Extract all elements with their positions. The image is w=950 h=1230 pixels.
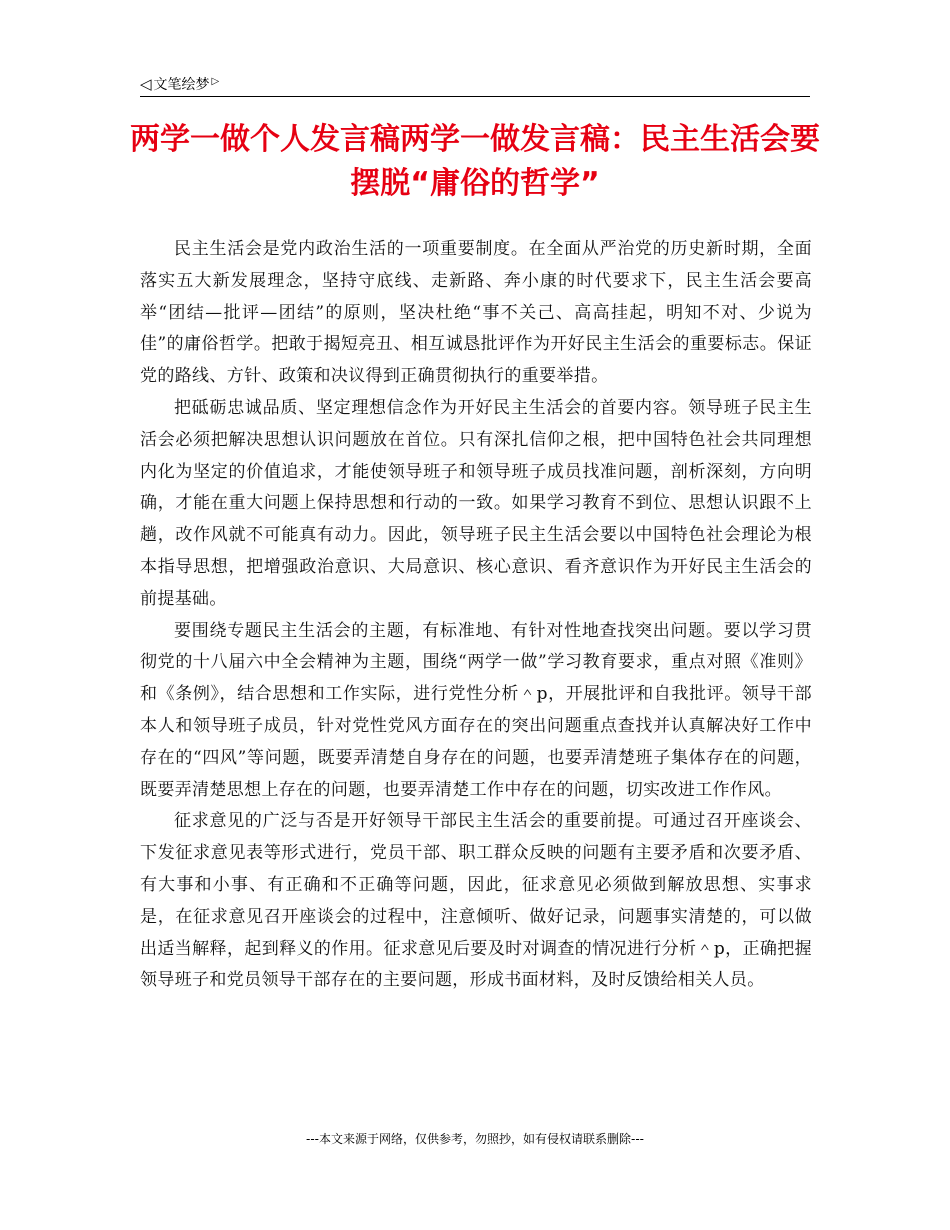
right-triangle-icon: ▷ [211, 75, 220, 87]
header-brand: 文笔绘梦 [153, 77, 210, 93]
paragraph-1: 民主生活会是党内政治生活的一项重要制度。在全面从严治党的历史新时期，全面落实五大新发展理念，坚持守底线、走新路、奔小康的时代要求下，民主生活会要高举“团结—批评—团结”的原则，坚决杜绝“事不关己、高高挂起，明知不对、少说为佳”的庸俗哲学。把敢于揭短亮丑、相互诚恳批评作为开好民主生活会的重要标志。保证党的路线、方针、政策和决议得到正确贯彻执行的重要举措。 [140, 239, 812, 387]
document-title: 两学一做个人发言稿两学一做发言稿：民主生活会要摆脱“庸俗的哲学” [130, 122, 820, 201]
paragraph-2: 把砥砺忠诚品质、坚定理想信念作为开好民主生活会的首要内容。领导班子民主生活会必须把解决思想认识问题放在首位。只有深扎信仰之根，把中国特色社会共同理想内化为坚定的价值追求，才能使领导班子和领导班子成员找准问题，剖析深刻，方向明确，才能在重大问题上保持思想和行动的一致。如果学习教育不到位、思想认识跟不上趟，改作风就不可能真有动力。因此，领导班子民主生活会要以中国特色社会理论为根本指导思想，把增强政治意识、大局意识、核心意识、看齐意识作为开好民主生活会的前提基础。 [140, 397, 812, 609]
left-triangle-icon: ◁ [140, 74, 152, 93]
page-footer: ---本文来源于网络，仅供参考，勿照抄，如有侵权请联系删除--- [306, 1132, 644, 1146]
page-header [140, 72, 810, 97]
paragraph-3: 要围绕专题民主生活会的主题，有标准地、有针对性地查找突出问题。要以学习贯彻党的十八届六中全会精神为主题，围绕“两学一做”学习教育要求，重点对照《准则》和《条例》，结合思想和工作实际，进行党性分析＾p，开展批评和自我批评。领导干部本人和领导班子成员，针对党性党风方面存在的突出问题重点查找并认真解决好工作中存在的“四风”等问题，既要弄清楚自身存在的问题，也要弄清楚班子集体存在的问题，既要弄清楚思想上存在的问题，也要弄清楚工作中存在的问题，切实改进工作作风。 [140, 620, 812, 800]
document-body [140, 234, 812, 997]
paragraph-4: 征求意见的广泛与否是开好领导干部民主生活会的重要前提。可通过召开座谈会、下发征求意见表等形式进行，党员干部、职工群众反映的问题有主要矛盾和次要矛盾、有大事和小事、有正确和不正确等问题，因此，征求意见必须做到解放思想、实事求是，在征求意见召开座谈会的过程中，注意倾听、做好记录，问题事实清楚的，可以做出适当解释，起到释义的作用。征求意见后要及时对调查的情况进行分析＾p，正确把握领导班子和党员领导干部存在的主要问题，形成书面材料，及时反馈给相关人员。 [140, 811, 812, 991]
